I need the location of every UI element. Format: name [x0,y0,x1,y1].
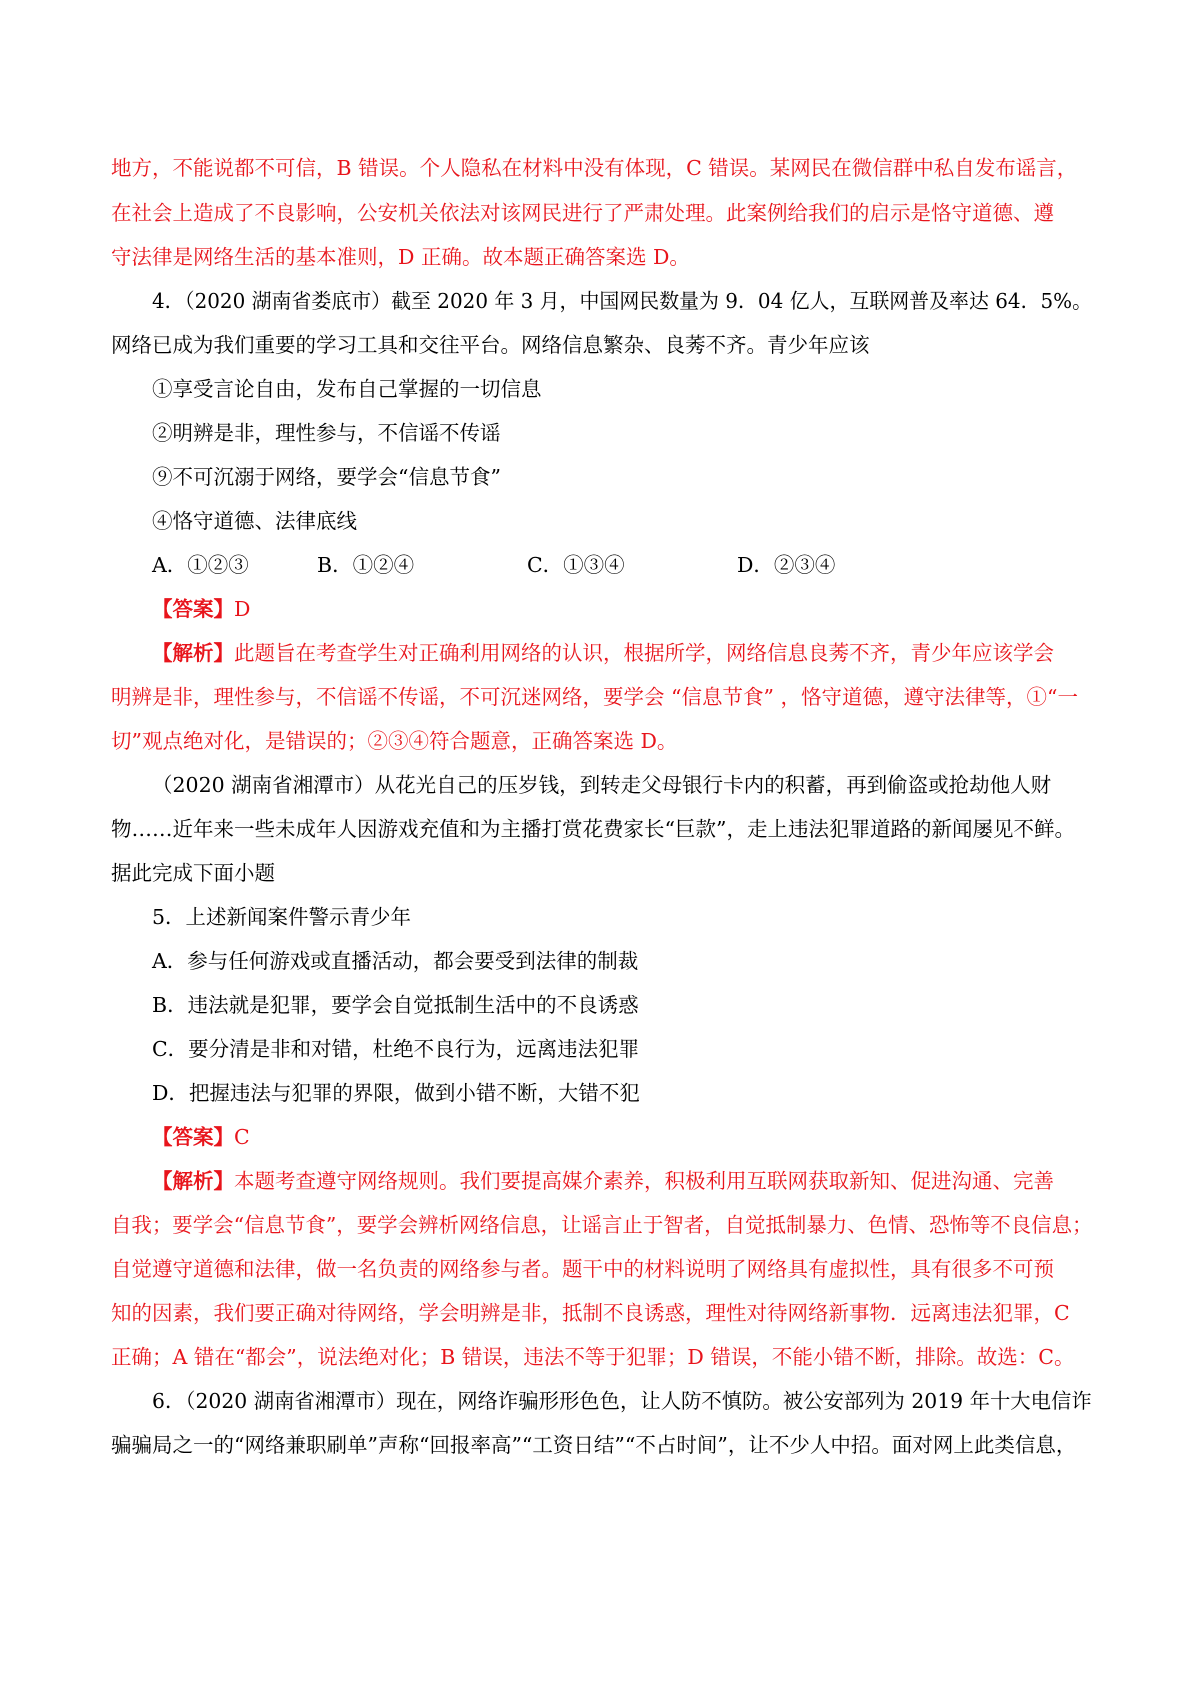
material-line-2: 物……近年来一些未成年人因游戏充值和为主播打赏花费家长“巨款”，走上违法犯罪道路的新闻屡见不鲜。 [111,817,1075,841]
q5-answer-tag: 【答案】 [152,1125,234,1149]
q4-option-b: B．①②④ [317,553,415,577]
prev-explanation-line-2: 在社会上造成了不良影响，公安机关依法对该网民进行了严肃处理。此案例给我们的启示是恪守道德、遵 [111,201,1054,225]
q4-answer-value: D [234,597,251,621]
material-line-3: 据此完成下面小题 [111,861,275,885]
q5-analysis-line-1 [152,1166,1054,1196]
q4-analysis-line-2: 明辨是非，理性参与，不信谣不传谣，不可沉迷网络，要学会 “信息节食” ，恪守道德，遵守法律等，①“一 [111,685,1078,709]
q5-answer-value: C [234,1125,250,1149]
q4-stem-line-2: 网络已成为我们重要的学习工具和交往平台。网络信息繁杂、良莠不齐。青少年应该 [111,333,870,357]
q4-options [152,550,835,580]
q5-option-b: B．违法就是犯罪，要学会自觉抵制生活中的不良诱惑 [152,993,639,1017]
q4-answer-tag: 【答案】 [152,597,234,621]
q5-analysis-line-4: 知的因素，我们要正确对待网络，学会明辨是非，抵制不良诱惑，理性对待网络新事物．远离违法犯罪，C [111,1301,1070,1325]
q5-option-c: C．要分清是非和对错，杜绝不良行为，远离违法犯罪 [152,1037,640,1061]
q6-stem-line-1: 6．（2020 湖南省湘潭市）现在，网络诈骗形形色色，让人防不慎防。被公安部列为 2019 年十大电信诈 [152,1389,1092,1413]
material-line-1: （2020 湖南省湘潭市）从花光自己的压岁钱，到转走父母银行卡内的积蓄，再到偷盗或抢劫他人财 [152,773,1052,797]
q5-stem: 5．上述新闻案件警示青少年 [152,905,412,929]
q4-analysis-line-3: 切”观点绝对化，是错误的；②③④符合题意，正确答案选 D。 [111,729,678,753]
q5-option-a: A．参与任何游戏或直播活动，都会要受到法律的制裁 [152,949,639,973]
q5-analysis-text-1: 本题考查遵守网络规则。我们要提高媒介素养，积极利用互联网获取新知、促进沟通、完善 [234,1169,1054,1193]
q5-analysis-tag: 【解析】 [152,1169,234,1193]
q4-stem-line-1: 4．（2020 湖南省娄底市）截至 2020 年 3 月，中国网民数量为 9．04 亿人，互联网普及率达 64．5%。 [152,289,1093,313]
q5-answer [152,1122,250,1152]
q4-item-1: ①享受言论自由，发布自己掌握的一切信息 [152,377,542,401]
prev-explanation-line-3: 守法律是网络生活的基本准则，D 正确。故本题正确答案选 D。 [111,245,690,269]
q4-option-a: A．①②③ [152,553,249,577]
q4-option-c: C．①③④ [527,553,625,577]
q4-analysis-text-1: 此题旨在考查学生对正确利用网络的认识，根据所学，网络信息良莠不齐，青少年应该学会 [234,641,1054,665]
q6-stem-line-2: 骗骗局之一的“网络兼职刷单”声称“回报率高”“工资日结”“不占时间”，让不少人中招。面对网上此类信息， [111,1433,1077,1457]
prev-explanation-line-1: 地方，不能说都不可信，B 错误。个人隐私在材料中没有体现，C 错误。某网民在微信群中私自发布谣言， [111,156,1078,180]
q4-analysis-line-1 [152,638,1054,668]
q4-item-4: ④恪守道德、法律底线 [152,509,357,533]
q5-analysis-line-5: 正确；A 错在“都会”，说法绝对化；B 错误，违法不等于犯罪；D 错误，不能小错不断，排除。故选：C。 [111,1345,1075,1369]
q5-analysis-line-2: 自我；要学会“信息节食”，要学会辨析网络信息，让谣言止于智者，自觉抵制暴力、色情、恐怖等不良信息； [111,1213,1093,1237]
q5-analysis-line-3: 自觉遵守道德和法律，做一名负责的网络参与者。题干中的材料说明了网络具有虚拟性，具有很多不可预 [111,1257,1054,1281]
q4-analysis-tag: 【解析】 [152,641,234,665]
q4-option-d: D．②③④ [737,553,836,577]
q4-item-2: ②明辨是非，理性参与，不信谣不传谣 [152,421,501,445]
q5-option-d: D．把握违法与犯罪的界限，做到小错不断，大错不犯 [152,1081,640,1105]
q4-answer [152,594,250,624]
q4-item-3: ⑨不可沉溺于网络，要学会“信息节食” [152,465,501,489]
